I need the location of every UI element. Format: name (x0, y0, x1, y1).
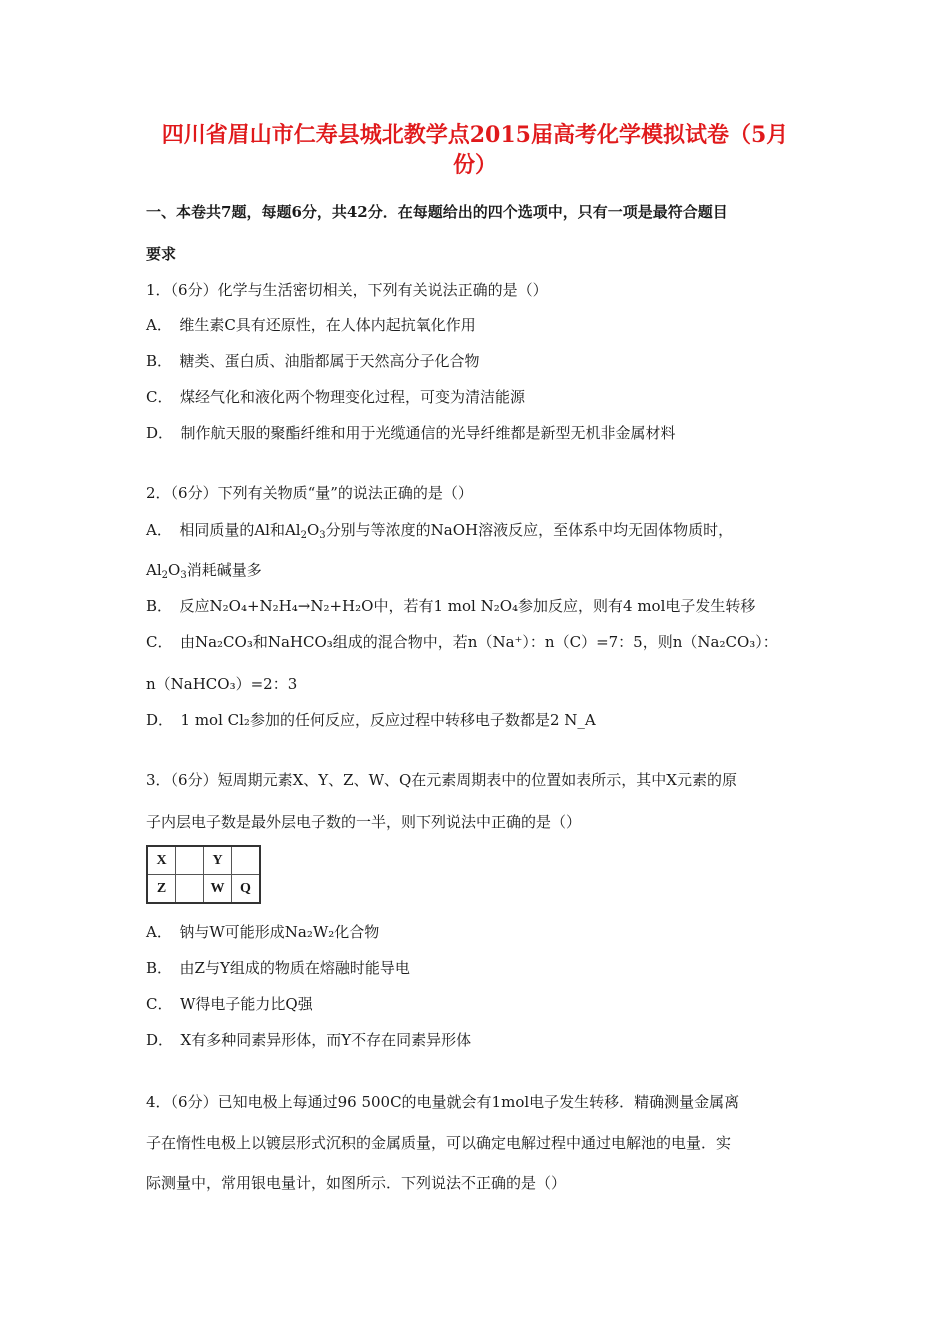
q3-stem-line-2: 子内层电子数是最外层电子数的一半，则下列说法中正确的是（） (146, 813, 582, 831)
cell-empty (176, 846, 204, 875)
q4-stem-line-1: 4．（6分）已知电极上每通过96 500C的电量就会有1mol电子发生转移．精确测量金属离 (146, 1093, 740, 1111)
q2-stem: 2．（6分）下列有关物质“量”的说法正确的是（） (146, 484, 473, 502)
q2-a2-sub2: 3 (180, 570, 187, 581)
q2-a-text2: O (306, 521, 320, 539)
q1-option-c: C． 煤经气化和液化两个物理变化过程，可变为清洁能源 (146, 388, 525, 406)
q1-option-b: B． 糖类、蛋白质、油脂都属于天然高分子化合物 (146, 352, 480, 370)
q2-a-sub2: 3 (319, 530, 326, 541)
q2-option-c-cont: n（NaHCO₃）=2：3 (146, 675, 298, 693)
q1-option-d: D． 制作航天服的聚酯纤维和用于光缆通信的光导纤维都是新型无机非金属材料 (146, 424, 676, 442)
q2-option-b: B． 反应N₂O₄+N₂H₄→N₂+H₂O中，若有1 mol N₂O₄参加反应，则有4 mol电子发生转移 (146, 597, 756, 615)
q3-stem-line-1: 3．（6分）短周期元素X、Y、Z、W、Q在元素周期表中的位置如表所示，其中X元素的原 (146, 771, 737, 789)
q3-option-c: C． W得电子能力比Q强 (146, 995, 313, 1013)
q2-a2-text1: Al (146, 561, 162, 579)
q2-a-text1: A． 相同质量的Al和Al (146, 521, 301, 539)
q2-a-text3: 分别与等浓度的NaOH溶液反应，至体系中均无固体物质时， (325, 521, 734, 539)
q2-option-a-cont (146, 560, 262, 580)
cell-z: Z (147, 875, 176, 904)
periodic-table-fragment (146, 845, 261, 904)
cell-q: Q (232, 875, 261, 904)
q2-a2-text3: 消耗碱量多 (186, 561, 262, 579)
title-line-1: 四川省眉山市仁寿县城北教学点2015届高考化学模拟试卷（5月 (161, 122, 789, 148)
q2-a2-sub1: 2 (161, 570, 169, 581)
section-heading-line-1: 一、本卷共7题，每题6分，共42分．在每题给出的四个选项中，只有一项是最符合题目 (146, 203, 728, 221)
q4-stem-line-3: 际测量中，常用银电量计，如图所示．下列说法不正确的是（） (146, 1174, 567, 1192)
cell-y: Y (204, 846, 232, 875)
exam-title (150, 120, 800, 180)
q2-option-d: D． 1 mol Cl₂参加的任何反应，反应过程中转移电子数都是2 N_A (146, 711, 596, 729)
q3-option-a: A． 钠与W可能形成Na₂W₂化合物 (146, 923, 380, 941)
title-line-2: 份） (452, 152, 497, 178)
cell-x: X (147, 846, 176, 875)
q4-stem-line-2: 子在惰性电极上以镀层形式沉积的金属质量，可以确定电解过程中通过电解池的电量．实 (146, 1134, 732, 1152)
q2-a-sub1: 2 (300, 530, 307, 541)
cell-empty (232, 846, 261, 875)
q2-option-c: C． 由Na₂CO₃和NaHCO₃组成的混合物中，若n（Na⁺）：n（C）=7：5，则n（Na₂CO₃）： (146, 633, 778, 651)
q3-option-b: B． 由Z与Y组成的物质在熔融时能导电 (146, 959, 410, 977)
q2-a2-text2: O (168, 561, 181, 579)
cell-w: W (204, 875, 232, 904)
cell-empty (176, 875, 204, 904)
q3-option-d: D． X有多种同素异形体，而Y不存在同素异形体 (146, 1031, 472, 1049)
q1-option-a: A． 维生素C具有还原性，在人体内起抗氧化作用 (146, 316, 476, 334)
q1-stem: 1．（6分）化学与生活密切相关，下列有关说法正确的是（） (146, 281, 548, 299)
q2-option-a (146, 520, 733, 540)
section-heading-line-2: 要求 (146, 245, 177, 263)
